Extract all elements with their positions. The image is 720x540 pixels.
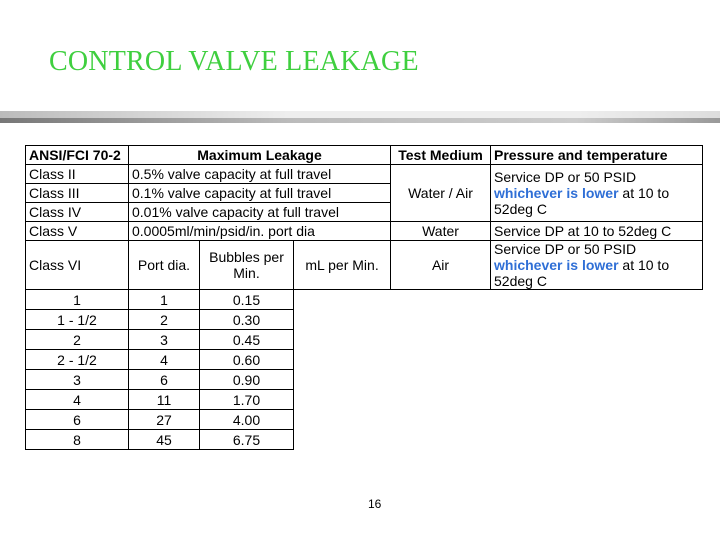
class-name: Class III <box>26 184 129 203</box>
port-dia: 2 <box>26 330 129 350</box>
pressure-cell <box>491 165 703 222</box>
ml-per-min: 0.60 <box>200 350 294 370</box>
test-medium: Water <box>391 222 491 241</box>
sub-header-ml: mL per Min. <box>294 241 391 290</box>
bubbles-per-min: 11 <box>129 390 200 410</box>
port-dia: 2 - 1/2 <box>26 350 129 370</box>
pressure-cell: Service DP at 10 to 52deg C <box>491 222 703 241</box>
table-row <box>26 310 703 330</box>
table-row <box>26 290 703 310</box>
table-row <box>26 330 703 350</box>
header-leakage: Maximum Leakage <box>129 146 391 165</box>
class-leakage: 0.0005ml/min/psid/in. port dia <box>129 222 391 241</box>
table-row <box>26 410 703 430</box>
test-medium: Air <box>391 241 491 290</box>
slide-title: CONTROL VALVE LEAKAGE <box>49 46 419 77</box>
ml-per-min: 1.70 <box>200 390 294 410</box>
table-row <box>26 370 703 390</box>
bubbles-per-min: 2 <box>129 310 200 330</box>
ml-per-min: 4.00 <box>200 410 294 430</box>
sub-header-port: Port dia. <box>129 241 200 290</box>
pressure-text: at 10 to 52deg C <box>494 257 670 289</box>
table-row <box>26 165 703 184</box>
ml-per-min: 0.45 <box>200 330 294 350</box>
pressure-text: Service DP or 50 PSID <box>494 241 637 257</box>
table-row <box>26 222 703 241</box>
class-leakage: 0.01% valve capacity at full travel <box>129 203 391 222</box>
ml-per-min: 0.30 <box>200 310 294 330</box>
header-standard: ANSI/FCI 70-2 <box>26 146 129 165</box>
port-dia: 6 <box>26 410 129 430</box>
class-name: Class IV <box>26 203 129 222</box>
pressure-cell <box>491 241 703 290</box>
ml-per-min: 0.15 <box>200 290 294 310</box>
class-name: Class VI <box>26 241 129 290</box>
table-header-row <box>26 146 703 165</box>
port-dia: 3 <box>26 370 129 390</box>
class-name: Class II <box>26 165 129 184</box>
table-row <box>26 390 703 410</box>
bubbles-per-min: 27 <box>129 410 200 430</box>
port-dia: 1 <box>26 290 129 310</box>
test-medium: Water / Air <box>391 165 491 222</box>
bubbles-per-min: 1 <box>129 290 200 310</box>
page-number: 16 <box>368 497 382 511</box>
sub-header-row <box>26 241 703 290</box>
header-medium: Test Medium <box>391 146 491 165</box>
divider-bar-dark <box>0 118 720 123</box>
class-name: Class V <box>26 222 129 241</box>
table-row <box>26 430 703 450</box>
header-pressure: Pressure and temperature <box>491 146 703 165</box>
ml-per-min: 6.75 <box>200 430 294 450</box>
bubbles-per-min: 45 <box>129 430 200 450</box>
leakage-table <box>25 145 703 450</box>
bubbles-per-min: 3 <box>129 330 200 350</box>
class-leakage: 0.1% valve capacity at full travel <box>129 184 391 203</box>
sub-header-bubbles: Bubbles per Min. <box>200 241 294 290</box>
ml-per-min: 0.90 <box>200 370 294 390</box>
pressure-highlight: whichever is lower <box>494 257 619 273</box>
class-leakage: 0.5% valve capacity at full travel <box>129 165 391 184</box>
bubbles-per-min: 4 <box>129 350 200 370</box>
bubbles-per-min: 6 <box>129 370 200 390</box>
pressure-highlight: whichever is lower <box>494 185 619 201</box>
divider-bar <box>0 111 720 118</box>
pressure-text: Service DP or 50 PSID <box>494 169 637 185</box>
table-row <box>26 350 703 370</box>
port-dia: 8 <box>26 430 129 450</box>
port-dia: 4 <box>26 390 129 410</box>
pressure-text: at 10 to 52deg C <box>494 185 670 217</box>
port-dia: 1 - 1/2 <box>26 310 129 330</box>
